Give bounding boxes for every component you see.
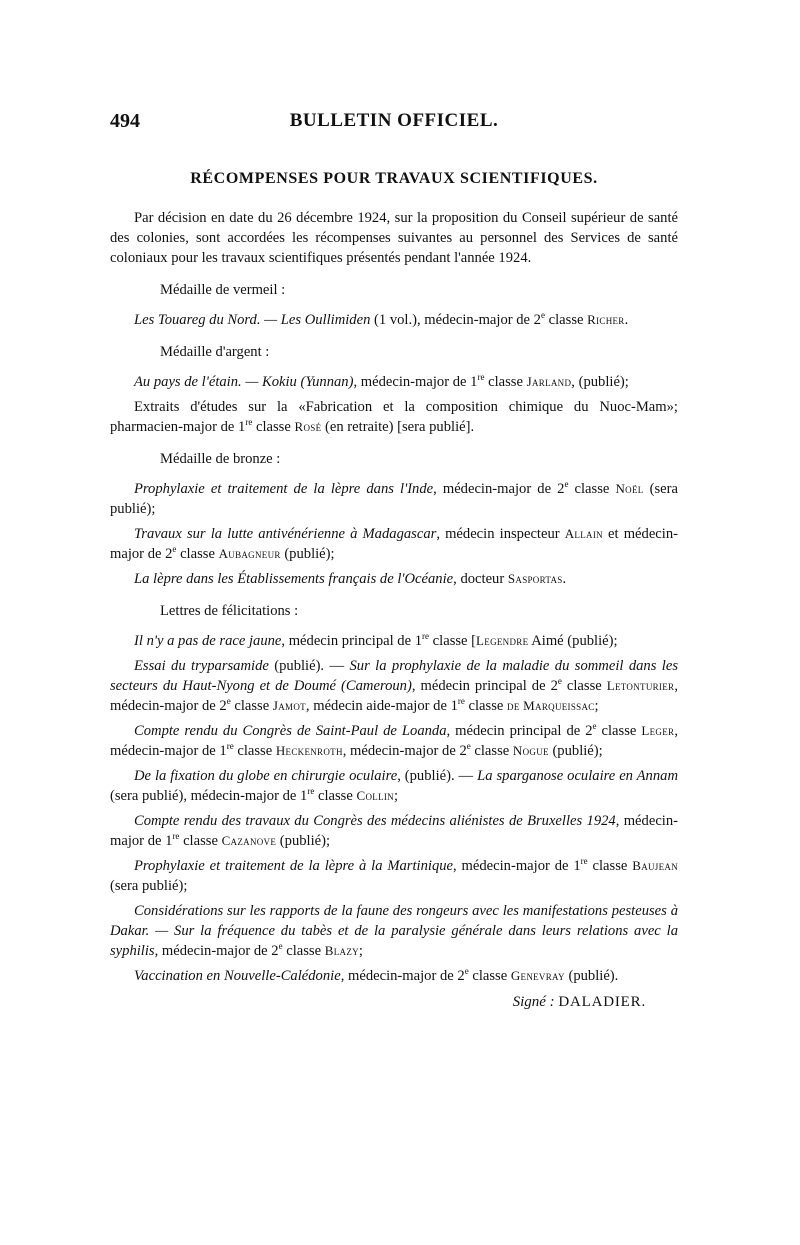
signature-label: Signé : [512,994,555,1010]
award-entry: Extraits d'études sur la «Fabrication et la composition chimique du Nuoc-Mam»; pharmacien-major de 1re classe Rosé (en retraite) [sera publié]. [110,399,678,435]
recipient-name: Sasportas [507,571,563,586]
recipient-name: Nogue [512,743,549,758]
page-number: 494 [110,110,140,132]
document-page [110,110,678,1013]
recipient-name: Letonturier [606,678,675,693]
running-title: BULLETIN OFFICIEL. [289,110,499,131]
award-heading-felicitations: Lettres de félicitations : [160,603,299,619]
award-entry: Prophylaxie et traitement de la lèpre dans l'Inde, médecin-major de 2e classe Noël (sera publié); [110,479,678,517]
award-entry: Compte rendu des travaux du Congrès des médecins aliénistes de Bruxelles 1924, médecin-major de 1re classe Cazanove (publié); [110,813,679,849]
recipient-name: Allain [564,526,603,541]
award-entry: Considérations sur les rapports de la faune des rongeurs avec les manifestations pesteuses à Dakar. — Sur la fréquence du tabès et de la paralysie générale dans leurs relations avec la syphilis, médecin-major de 2e classe Blazy; [110,903,678,959]
recipient-name: Genevray [510,968,565,983]
award-entry: Compte rendu du Congrès de Saint-Paul de Loanda, médecin principal de 2e classe Leger, médecin-major de 1re classe Heckenroth, médecin-major de 2e classe Nogue (publié); [110,721,678,759]
award-entry: Au pays de l'étain. — Kokiu (Yunnan), médecin-major de 1re classe Jarland, (publié); [134,372,629,390]
page-header [110,110,678,140]
recipient-name: Noël [615,481,644,496]
recipient-name: Blazy [324,943,359,958]
intro-paragraph: Par décision en date du 26 décembre 1924, sur la proposition du Conseil supérieur de santé des colonies, sont accordées les récompenses suivantes au personnel des Services de santé coloniaux pour les travaux scientifiques présentés pendant l'année 1924. [110,210,678,266]
signatory-name: DALADIER. [558,994,646,1010]
award-entry: De la fixation du globe en chirurgie oculaire, (publié). — La sparganose oculaire en Annam (sera publié), médecin-major de 1re classe Collin; [110,768,678,804]
recipient-name: Legendre [476,633,529,648]
recipient-name: Cazanove [221,833,277,848]
award-entry: Prophylaxie et traitement de la lèpre à la Martinique, médecin-major de 1re classe Baujean (sera publié); [110,856,678,894]
award-heading-vermeil: Médaille de vermeil : [160,282,286,298]
award-entry: La lèpre dans les Établissements français de l'Océanie, docteur Sasportas. [134,571,567,587]
award-heading-bronze: Médaille de bronze : [160,451,281,467]
recipient-name: Rosé [294,419,322,434]
recipient-name: Jarland [526,374,572,389]
award-entry: Essai du tryparsamide (publié). — Sur la prophylaxie de la maladie du sommeil dans les secteurs du Haut-Nyong et de Doumé (Cameroun), médecin principal de 2e classe Letonturier, médecin-major de 2e classe Jamot, médecin aide-major de 1re classe de Marqueissac; [110,658,678,714]
signature [110,991,678,1013]
award-entry: Les Touareg du Nord. — Les Oullimiden (1 vol.), médecin-major de 2e classe Richer. [134,310,629,328]
recipient-name: Aubagneur [218,546,281,561]
award-entry: Travaux sur la lutte antivénérienne à Madagascar, médecin inspecteur Allain et médecin-major de 2e classe Aubagneur (publié); [110,526,678,562]
recipient-name: Heckenroth [275,743,343,758]
recipient-name: Collin [356,788,394,803]
recipient-name: Leger [641,723,675,738]
recipient-name: de Marqueissac [507,698,595,713]
award-entry: Vaccination en Nouvelle-Calédonie, médecin-major de 2e classe Genevray (publié). [134,966,619,984]
award-heading-argent: Médaille d'argent : [160,344,270,360]
recipient-name: Richer [587,312,625,327]
award-entry: Il n'y a pas de race jaune, médecin principal de 1re classe [Legendre Aimé (publié); [134,631,618,649]
section-title: RÉCOMPENSES POUR TRAVAUX SCIENTIFIQUES. [190,170,598,187]
recipient-name: Baujean [632,858,678,873]
recipient-name: Jamot [272,698,306,713]
